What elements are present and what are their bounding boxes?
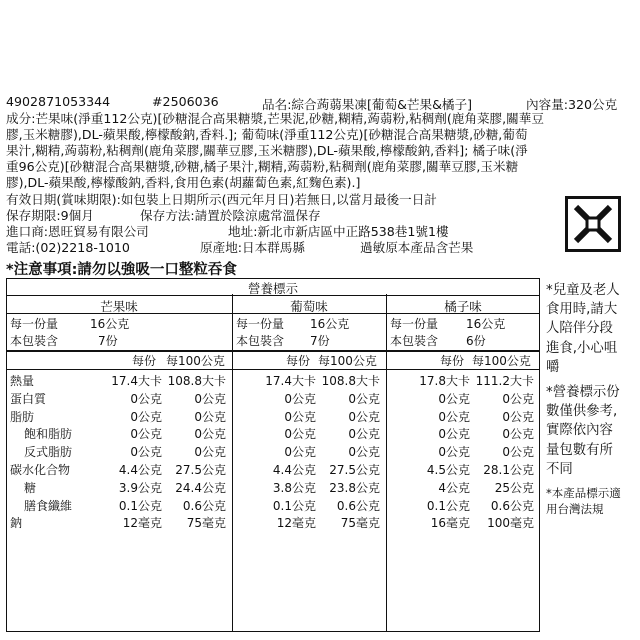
per-serving-value: 0公克 bbox=[438, 409, 470, 424]
nutrient-label: 反式脂肪 bbox=[24, 445, 73, 460]
nutrition-disclaimer bbox=[546, 383, 638, 479]
divider bbox=[6, 295, 540, 296]
recycle-paper-icon bbox=[565, 196, 621, 252]
per-serving-value: 0公克 bbox=[438, 391, 470, 406]
children-note-line: 食用時,請大 bbox=[546, 302, 618, 318]
nutrient-label: 脂肪 bbox=[10, 409, 35, 424]
per-100g-value: 23.8公克 bbox=[329, 480, 380, 495]
per-serving-value: 0公克 bbox=[130, 409, 162, 424]
flavor-mango-heading: 芒果味 bbox=[100, 299, 138, 314]
per-100g-value: 0公克 bbox=[348, 409, 380, 424]
children-note-line: 人陪伴分段 bbox=[546, 321, 613, 337]
servings-label: 本包裝含 bbox=[236, 334, 285, 348]
per-serving-value: 4.4公克 bbox=[272, 463, 316, 477]
origin-text: 原產地:日本群馬縣 bbox=[200, 240, 305, 255]
per-serving-heading: 每份 bbox=[440, 354, 465, 368]
per-serving-value: 17.4大卡 bbox=[265, 374, 316, 388]
per-serving-value: 0公克 bbox=[284, 391, 316, 406]
per-100g-value: 27.5公克 bbox=[175, 463, 226, 477]
per-100g-value: 0公克 bbox=[194, 409, 226, 424]
importer-text: 進口商:恩旺貿易有限公司 bbox=[6, 224, 149, 239]
children-note bbox=[546, 281, 638, 377]
phone-text: 電話:(02)2218-1010 bbox=[6, 240, 130, 255]
divider bbox=[6, 369, 540, 370]
per-serving-value: 17.8大卡 bbox=[419, 374, 470, 388]
regulation-line: 用台灣法規 bbox=[546, 502, 604, 517]
shelf-life-text: 保存期限:9個月 bbox=[6, 208, 94, 223]
serving-value: 16公克 bbox=[466, 317, 506, 331]
per-100g-value: 0公克 bbox=[502, 391, 534, 406]
servings-value: 6份 bbox=[466, 334, 486, 348]
barcode-number: 4902871053344 bbox=[6, 94, 111, 109]
disclaimer-line: 量包數有所 bbox=[546, 442, 613, 458]
per-serving-value: 0公克 bbox=[130, 445, 162, 460]
ingredients-line-4: 重96公克)[砂糖混合高果糖漿,砂糖,橘子果汁,糊精,蒟蒻粉,粘稠劑(鹿角菜膠,關華豆膠,玉米糖 bbox=[6, 159, 519, 174]
per-serving-value: 0.1公克 bbox=[426, 498, 470, 513]
servings-label: 本包裝含 bbox=[390, 334, 439, 348]
per-serving-value: 0公克 bbox=[284, 409, 316, 424]
per-100g-value: 25公克 bbox=[494, 480, 534, 495]
per-100g-value: 0公克 bbox=[194, 445, 226, 460]
per-100g-value: 108.8大卡 bbox=[321, 374, 380, 388]
per-serving-value: 17.4大卡 bbox=[111, 374, 162, 388]
ingredients-line-2: 膠,玉米糖膠),DL-蘋果酸,檸檬酸鈉,香料.]; 葡萄味(淨重112公克)[砂糖混合高果糖漿,砂糖,葡萄 bbox=[6, 127, 528, 142]
address-text: 地址:新北市新店區中正路538巷1號1樓 bbox=[228, 224, 449, 239]
per-serving-value: 12毫克 bbox=[276, 516, 316, 531]
servings-label: 本包裝含 bbox=[10, 334, 59, 348]
expiry-text: 有效日期(賞味期限):如包裝上日期所示(西元年月日)若無日,以當月最後一日計 bbox=[6, 192, 437, 207]
ingredients-line-5: 膠),DL-蘋果酸,檸檬酸鈉,香料,食用色素(胡蘿蔔色素,紅麴色素).] bbox=[6, 175, 361, 190]
per-serving-value: 0.1公克 bbox=[272, 498, 316, 513]
per-100g-heading: 每100公克 bbox=[166, 354, 225, 368]
per-100g-value: 111.2大卡 bbox=[475, 374, 534, 388]
per-serving-value: 12毫克 bbox=[122, 516, 162, 531]
side-notes bbox=[546, 281, 638, 517]
nutrient-label: 飽和脂肪 bbox=[24, 427, 73, 442]
flavor-grape-heading: 葡萄味 bbox=[290, 299, 328, 314]
per-serving-value: 0公克 bbox=[438, 445, 470, 460]
per-serving-value: 4.4公克 bbox=[118, 463, 162, 477]
per-serving-value: 0公克 bbox=[284, 445, 316, 460]
nutrient-label: 碳水化合物 bbox=[10, 463, 71, 477]
per-100g-heading: 每100公克 bbox=[472, 354, 531, 368]
serving-value: 16公克 bbox=[90, 317, 130, 331]
per-100g-value: 0公克 bbox=[502, 409, 534, 424]
nutrient-label: 熱量 bbox=[10, 374, 35, 388]
per-100g-value: 0公克 bbox=[194, 427, 226, 442]
per-serving-heading: 每份 bbox=[132, 354, 157, 368]
regulation-note bbox=[546, 485, 638, 517]
per-100g-value: 108.8大卡 bbox=[167, 374, 226, 388]
per-100g-value: 27.5公克 bbox=[329, 463, 380, 477]
per-100g-value: 0.6公克 bbox=[490, 498, 534, 513]
per-100g-heading: 每100公克 bbox=[318, 354, 377, 368]
per-serving-value: 3.8公克 bbox=[272, 480, 316, 495]
per-serving-value: 0.1公克 bbox=[118, 498, 162, 513]
per-serving-value: 4公克 bbox=[438, 480, 470, 495]
nutrient-label: 鈉 bbox=[10, 516, 23, 531]
per-serving-heading: 每份 bbox=[286, 354, 311, 368]
warning-text: *注意事項:請勿以強吸一口整粒吞食 bbox=[6, 262, 237, 278]
servings-value: 7份 bbox=[98, 334, 118, 348]
per-100g-value: 0公克 bbox=[348, 445, 380, 460]
column-divider bbox=[386, 294, 387, 632]
nutrient-label: 糖 bbox=[24, 480, 37, 495]
children-note-line: *兒童及老人 bbox=[546, 283, 620, 298]
per-serving-value: 0公克 bbox=[130, 427, 162, 442]
per-serving-value: 4.5公克 bbox=[426, 463, 470, 477]
nutrient-label: 膳食纖維 bbox=[24, 498, 73, 513]
allergen-text: 過敏原本產品含芒果 bbox=[360, 240, 474, 255]
per-100g-value: 28.1公克 bbox=[483, 463, 534, 477]
per-serving-value: 0公克 bbox=[130, 391, 162, 406]
column-divider bbox=[232, 294, 233, 632]
per-100g-value: 75毫克 bbox=[186, 516, 226, 531]
per-100g-value: 0.6公克 bbox=[336, 498, 380, 513]
per-serving-value: 0公克 bbox=[438, 427, 470, 442]
serving-label: 每一份量 bbox=[236, 317, 285, 331]
net-content: 內容量:320公克 bbox=[526, 97, 618, 112]
regulation-line: *本產品標示適 bbox=[546, 486, 621, 501]
item-number: #2506036 bbox=[152, 94, 219, 109]
disclaimer-line: 不同 bbox=[546, 461, 573, 477]
ingredients-line-1: 成分:芒果味(淨重112公克)[砂糖混合高果糖漿,芒果泥,砂糖,糊精,蒟蒻粉,粘稠劑(鹿角菜膠,關華豆 bbox=[6, 111, 544, 126]
disclaimer-line: 實際依內容 bbox=[546, 423, 613, 439]
nutrition-title: 營養標示 bbox=[247, 281, 298, 296]
product-name: 品名:綜合蒟蒻果凍[葡萄&芒果&橘子] bbox=[262, 97, 473, 112]
per-100g-value: 75毫克 bbox=[340, 516, 380, 531]
per-serving-value: 0公克 bbox=[284, 427, 316, 442]
per-100g-value: 0公克 bbox=[194, 391, 226, 406]
per-100g-value: 0公克 bbox=[502, 445, 534, 460]
per-100g-value: 0.6公克 bbox=[182, 498, 226, 513]
per-100g-value: 0公克 bbox=[348, 427, 380, 442]
serving-value: 16公克 bbox=[310, 317, 350, 331]
children-note-line: 嚼 bbox=[546, 359, 560, 375]
disclaimer-line: *營養標示份 bbox=[546, 385, 620, 401]
per-100g-value: 0公克 bbox=[348, 391, 380, 406]
servings-value: 7份 bbox=[310, 334, 330, 348]
storage-text: 保存方法:請置於陰涼處常溫保存 bbox=[140, 208, 321, 223]
serving-label: 每一份量 bbox=[390, 317, 439, 331]
children-note-line: 進食,小心咀 bbox=[546, 340, 618, 356]
nutrient-label: 蛋白質 bbox=[10, 391, 47, 406]
per-100g-value: 24.4公克 bbox=[175, 480, 226, 495]
per-serving-value: 3.9公克 bbox=[118, 480, 162, 495]
disclaimer-line: 數僅供參考, bbox=[546, 404, 618, 420]
serving-label: 每一份量 bbox=[10, 317, 59, 331]
ingredients-line-3: 果汁,糊精,蒟蒻粉,粘稠劑(鹿角菜膠,關華豆膠,玉米糖膠),DL-蘋果酸,檸檬酸鈉,香料]; 橘子味(淨 bbox=[6, 143, 528, 158]
per-serving-value: 16毫克 bbox=[430, 516, 470, 531]
flavor-orange-heading: 橘子味 bbox=[444, 299, 482, 314]
per-100g-value: 100毫克 bbox=[487, 516, 534, 531]
per-100g-value: 0公克 bbox=[502, 427, 534, 442]
